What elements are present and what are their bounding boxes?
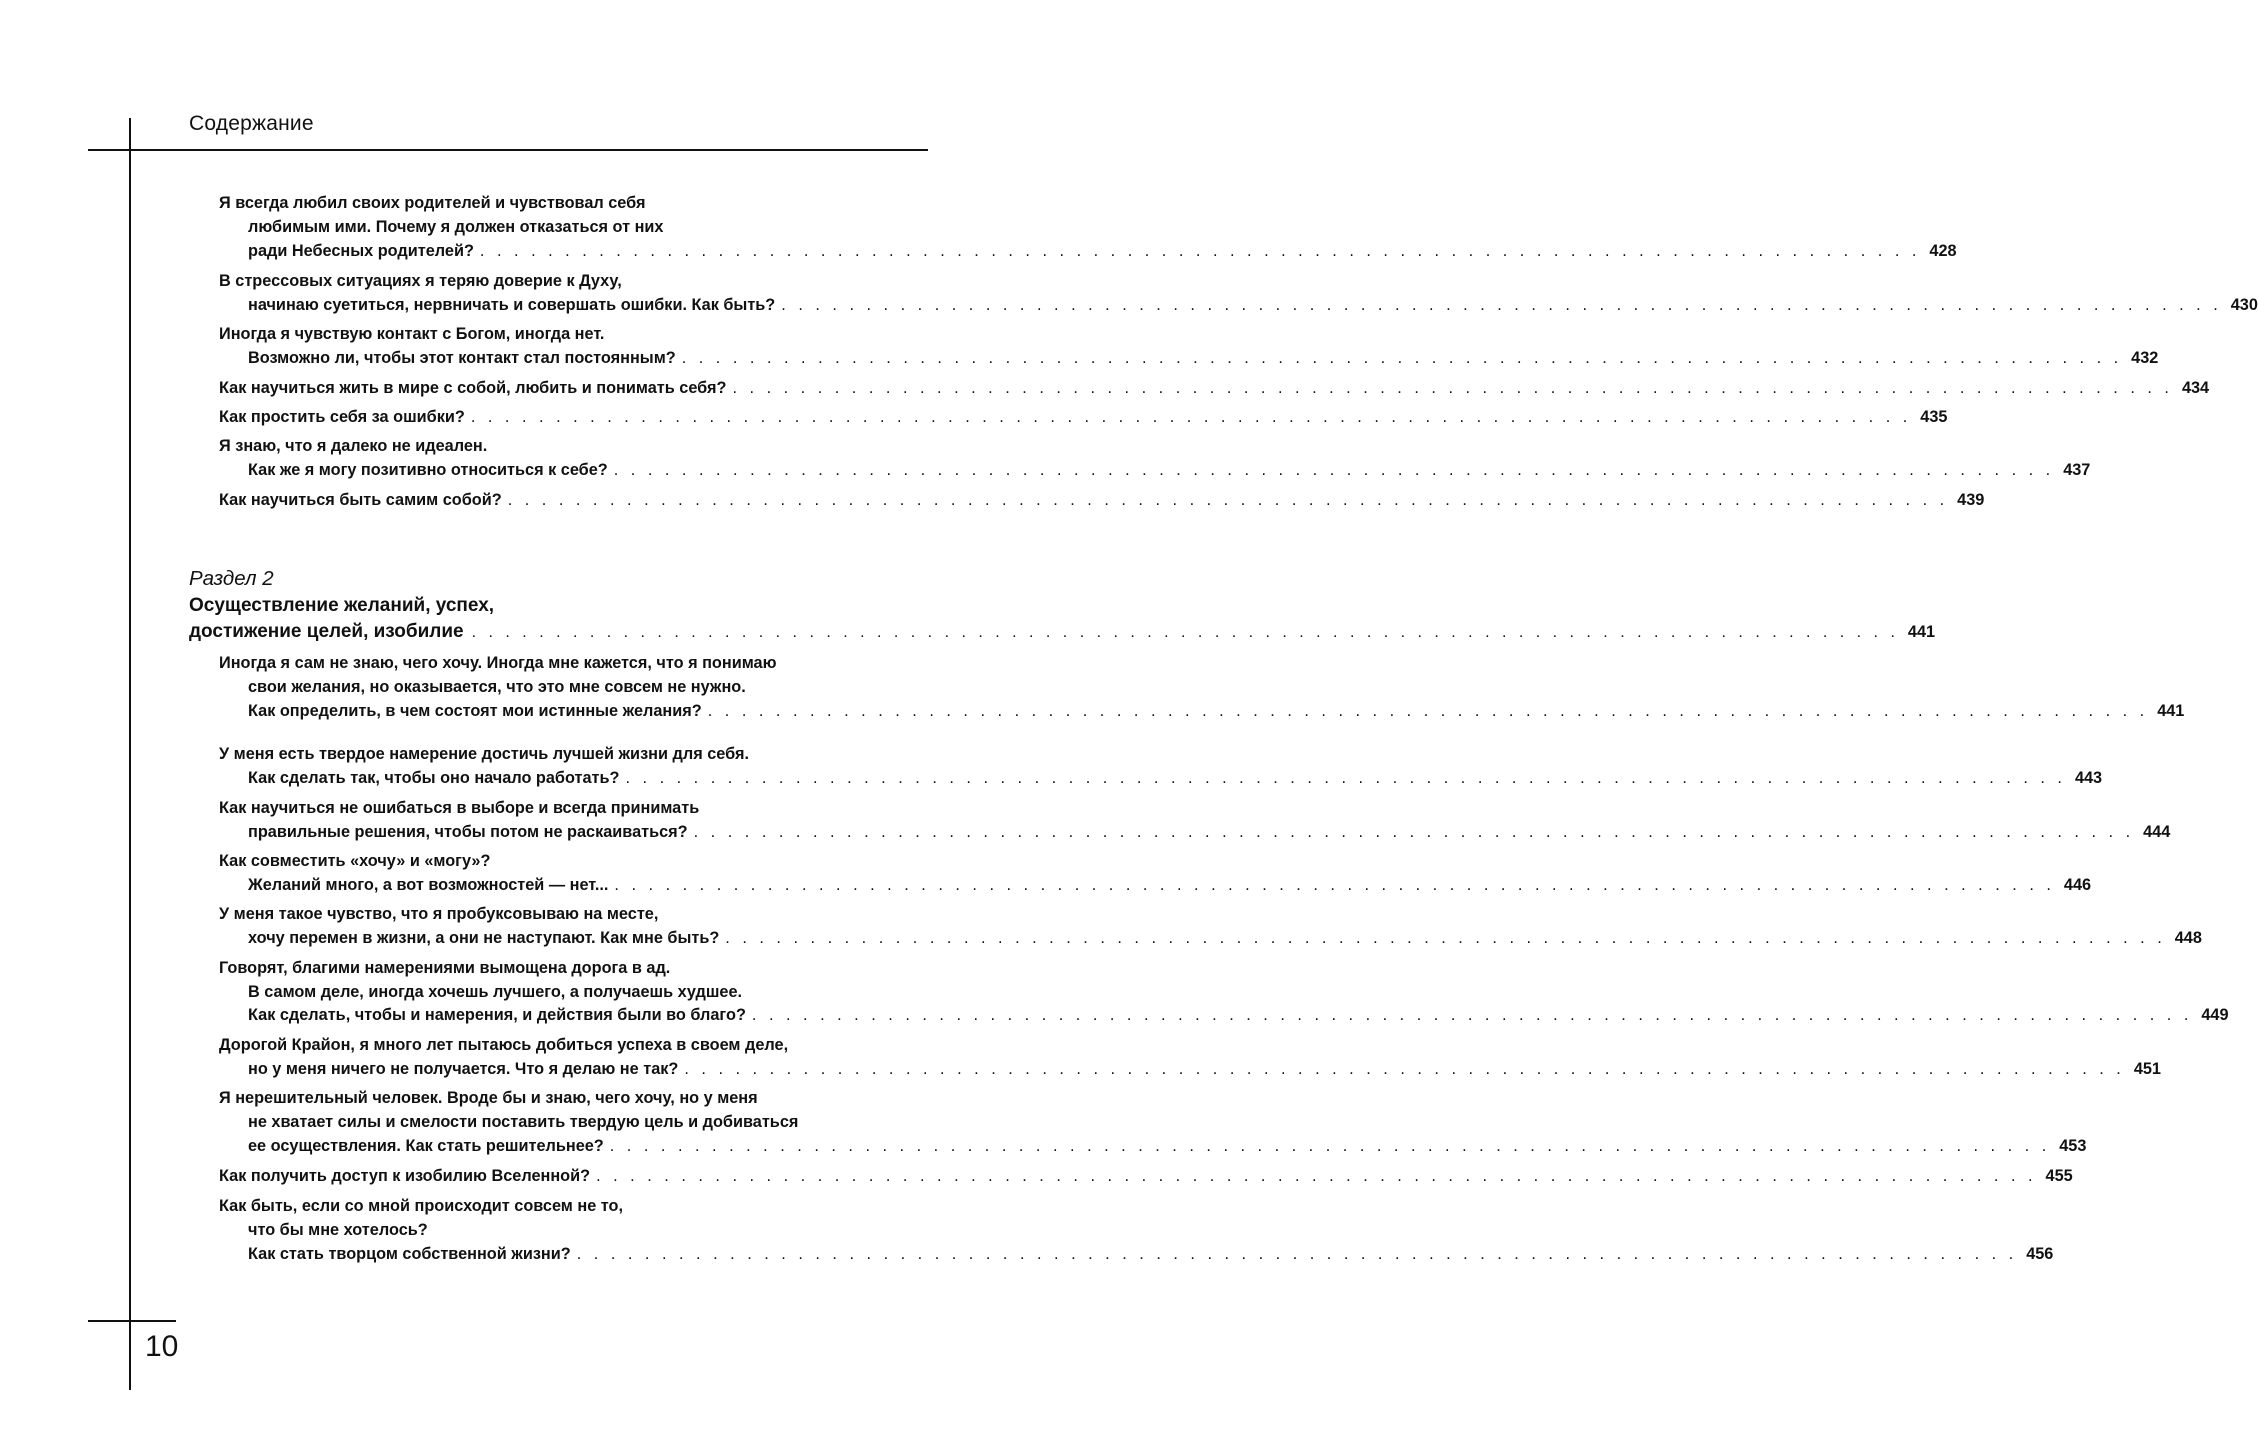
footer-rule — [88, 1320, 176, 1322]
toc-entry-text: Я всегда любил своих родителей и чувствовал себя — [219, 194, 646, 212]
toc-line — [219, 849, 879, 873]
toc-entry-text: не хватает силы и смелости поставить твердую цель и добиваться — [248, 1113, 799, 1131]
toc-entry-text: любимым ими. Почему я должен отказаться от них — [248, 218, 664, 236]
toc-entry-text: начинаю суетиться, нервничать и совершать ошибки. Как быть? — [248, 296, 776, 314]
toc-entry-text: свои желания, но оказывается, что это мне совсем не нужно. — [248, 678, 746, 696]
running-head: Содержание — [189, 112, 314, 135]
toc-line — [219, 405, 1948, 429]
toc-line — [219, 269, 879, 293]
toc-entry-text: У меня такое чувство, что я пробуксовываю на месте, — [219, 905, 659, 923]
toc-line — [219, 488, 1985, 512]
toc-page-number: 456 — [2026, 1245, 2054, 1263]
toc-page-number: 435 — [1920, 408, 1948, 426]
toc-line — [248, 1057, 2161, 1081]
section-title — [189, 619, 1936, 645]
header-rule — [88, 149, 928, 151]
leader-dots: . . . . . . . . . . . . . . . . . . . . . . . . . . . . . . . . . . . . . . . . . . . . . . . . . . . . . . . . . . . . . . . . . . . . . . . . . . . . . . . . . . . . . — [576, 1245, 2018, 1263]
toc-page-number: 437 — [2063, 461, 2091, 479]
toc-line — [219, 902, 879, 926]
toc-entry-text: Говорят, благими намерениями вымощена дорога в ад. — [219, 959, 671, 977]
leader-dots: . . . . . . . . . . . . . . . . . . . . . . . . . . . . . . . . . . . . . . . . . . . . . . . . . . . . . . . . . . . . . . . . . . . . . . . . . . . . . . . . . . . . . — [725, 929, 2166, 947]
toc-line — [248, 980, 879, 1004]
section-label: Раздел 2 — [189, 567, 274, 590]
toc-line — [248, 1110, 879, 1134]
toc-page-number: 453 — [2059, 1137, 2087, 1155]
leader-dots: . . . . . . . . . . . . . . . . . . . . . . . . . . . . . . . . . . . . . . . . . . . . . . . . . . . . . . . . . . . . . . . . . . . . . . . . . . . . . . . . . . . . . — [707, 702, 2149, 720]
toc-line — [248, 215, 879, 239]
toc-line — [248, 458, 2091, 482]
toc-entry-text: Как же я могу позитивно относиться к себе? — [248, 461, 608, 479]
vertical-rule — [129, 118, 131, 1390]
toc-page-number: 451 — [2133, 1060, 2161, 1078]
toc-entry-text: Как получить доступ к изобилию Вселенной? — [219, 1167, 591, 1185]
toc-page-number: 448 — [2174, 929, 2202, 947]
toc-entry-text: Как простить себя за ошибки? — [219, 408, 465, 426]
toc-line — [248, 239, 1957, 263]
toc-page-number: 432 — [2131, 349, 2159, 367]
toc-line — [219, 376, 2210, 400]
toc-entry-text: Как определить, в чем состоят мои истинные желания? — [248, 702, 702, 720]
toc-entry-text: Возможно ли, чтобы этот контакт стал постоянным? — [248, 349, 676, 367]
leader-dots: . . . . . . . . . . . . . . . . . . . . . . . . . . . . . . . . . . . . . . . . . . . . . . . . . . . . . . . . . . . . . . . . . . . . . . . . . . . . . . . . . . . . . — [732, 379, 2173, 397]
toc-entry-text: Желаний много, а вот возможностей — нет... — [248, 876, 609, 894]
leader-dots: . . . . . . . . . . . . . . . . . . . . . . . . . . . . . . . . . . . . . . . . . . . . . . . . . . . . . . . . . . . . . . . . . . . . . . . . . . . . . . . . . . . . . — [781, 296, 2222, 314]
toc-line — [248, 293, 2258, 317]
toc-page-number: 441 — [2157, 702, 2185, 720]
toc-entry-text: Как научиться не ошибаться в выборе и всегда принимать — [219, 799, 700, 817]
toc-line — [219, 956, 879, 980]
toc-entry-text: ради Небесных родителей? — [248, 242, 474, 260]
section-title-line: Осуществление желаний, успех, — [189, 595, 495, 616]
page-number: 10 — [145, 1330, 179, 1363]
toc-page-number: 428 — [1929, 242, 1957, 260]
toc-line — [219, 1086, 879, 1110]
toc-entry-text: В стрессовых ситуациях я теряю доверие к Духу, — [219, 272, 622, 290]
toc-entry-text: Я нерешительный человек. Вроде бы и знаю, чего хочу, но у меня — [219, 1089, 758, 1107]
leader-dots: . . . . . . . . . . . . . . . . . . . . . . . . . . . . . . . . . . . . . . . . . . . . . . . . . . . . . . . . . . . . . . . . . . . . . . . . . . . . . . . . . . . . . — [596, 1167, 2037, 1185]
leader-dots: . . . . . . . . . . . . . . . . . . . . . . . . . . . . . . . . . . . . . . . . . . . . . . . . . . . . . . . . . . . . . . . . . . . . . . . . . . . . . . . . . . . . . — [470, 408, 1912, 426]
leader-dots: . . . . . . . . . . . . . . . . . . . . . . . . . . . . . . . . . . . . . . . . . . . . . . . . . . . . . . . . . . . . . . . . . . . . . . . . . . . . . . . . . . . . . — [751, 1006, 2193, 1024]
toc-line — [248, 1003, 2229, 1027]
toc-entry-text: Как совместить «хочу» и «могу»? — [219, 852, 491, 870]
toc-page-number: 446 — [2063, 876, 2092, 894]
toc-line — [248, 766, 2103, 790]
toc-line — [248, 1218, 879, 1242]
section-title — [189, 593, 879, 619]
toc-entry-text: В самом деле, иногда хочешь лучшего, а получаешь худшее. — [248, 983, 743, 1001]
toc-page-number: 444 — [2143, 823, 2171, 841]
toc-entry-text: Иногда я чувствую контакт с Богом, иногда нет. — [219, 325, 605, 343]
toc-line — [219, 796, 879, 820]
toc-entry-text: Иногда я сам не знаю, чего хочу. Иногда мне кажется, что я понимаю — [219, 654, 777, 672]
toc-page-number: 455 — [2045, 1167, 2073, 1185]
toc-line — [248, 926, 2202, 950]
toc-line — [248, 1134, 2087, 1158]
toc-line — [248, 699, 2185, 723]
toc-entry-text: Как сделать, чтобы и намерения, и действия были во благо? — [248, 1006, 746, 1024]
toc-line — [219, 1033, 879, 1057]
toc-page-number: 443 — [2074, 769, 2103, 787]
toc-line — [248, 675, 879, 699]
toc-entry-text: Как научиться жить в мире с собой, любить и понимать себя? — [219, 379, 727, 397]
toc-page-number: 439 — [1957, 491, 1985, 509]
toc-line — [219, 1164, 2073, 1188]
toc-page-number: 449 — [2201, 1006, 2229, 1024]
toc-line — [248, 873, 2092, 897]
toc-page-number: 434 — [2181, 379, 2210, 397]
toc-entry-text: Я знаю, что я далеко не идеален. — [219, 437, 488, 455]
leader-dots: . . . . . . . . . . . . . . . . . . . . . . . . . . . . . . . . . . . . . . . . . . . . . . . . . . . . . . . . . . . . . . . . . . . . . . . . . . . . . . . . . . . . . — [479, 242, 1921, 260]
toc-line — [219, 191, 879, 215]
toc-entry-text: что бы мне хотелось? — [248, 1221, 428, 1239]
toc-line — [219, 434, 879, 458]
toc-line — [248, 820, 2171, 844]
toc-entry-text: Как сделать так, чтобы оно начало работать? — [248, 769, 620, 787]
toc-entry-text: хочу перемен в жизни, а они не наступают. Как мне быть? — [248, 929, 720, 947]
toc-line — [219, 651, 879, 675]
section-title-line: достижение целей, изобилие — [189, 621, 464, 642]
toc-line — [248, 1242, 2054, 1266]
section-page-number: 441 — [1907, 623, 1936, 641]
leader-dots: . . . . . . . . . . . . . . . . . . . . . . . . . . . . . . . . . . . . . . . . . . . . . . . . . . . . . . . . . . . . . . . . . . . . . . . . . . . . . . . . . . . . . — [609, 1137, 2051, 1155]
toc-line — [219, 322, 879, 346]
toc-entry-text: правильные решения, чтобы потом не раскаиваться? — [248, 823, 688, 841]
leader-dots: . . . . . . . . . . . . . . . . . . . . . . . . . . . . . . . . . . . . . . . . . . . . . . . . . . . . . . . . . . . . . . . . . . . . . . . . . . . . . . . . . . . . . — [507, 491, 1949, 509]
toc-entry-text: Как стать творцом собственной жизни? — [248, 1245, 571, 1263]
leader-dots: . . . . . . . . . . . . . . . . . . . . . . . . . . . . . . . . . . . . . . . . . . . . . . . . . . . . . . . . . . . . . . . . . . . . . . . . . . . . . . . . . . . . . — [693, 823, 2135, 841]
toc-page-number: 430 — [2230, 296, 2258, 314]
toc-entry-text: ее осуществления. Как стать решительнее? — [248, 1137, 604, 1155]
toc-line — [248, 346, 2159, 370]
toc-entry-text: У меня есть твердое намерение достичь лучшей жизни для себя. — [219, 745, 749, 763]
toc-line — [219, 742, 879, 766]
toc-entry-text: Как научиться быть самим собой? — [219, 491, 502, 509]
toc-entry-text: Как быть, если со мной происходит совсем не то, — [219, 1197, 624, 1215]
leader-dots: . . . . . . . . . . . . . . . . . . . . . . . . . . . . . . . . . . . . . . . . . . . . . . . . . . . . . . . . . . . . . . . . . . . . . . . . . . . . . . . . . . . . . — [681, 349, 2123, 367]
leader-dots: . . . . . . . . . . . . . . . . . . . . . . . . . . . . . . . . . . . . . . . . . . . . . . . . . . . . . . . . . . . . . . . . . . . . . . . . . . . . . . . . . . . . . — [471, 624, 1899, 641]
leader-dots: . . . . . . . . . . . . . . . . . . . . . . . . . . . . . . . . . . . . . . . . . . . . . . . . . . . . . . . . . . . . . . . . . . . . . . . . . . . . . . . . . . . . . — [613, 461, 2055, 479]
toc-entry-text: Дорогой Крайон, я много лет пытаюсь добиться успеха в своем деле, — [219, 1036, 789, 1054]
toc-line — [219, 1194, 879, 1218]
leader-dots: . . . . . . . . . . . . . . . . . . . . . . . . . . . . . . . . . . . . . . . . . . . . . . . . . . . . . . . . . . . . . . . . . . . . . . . . . . . . . . . . . . . . . — [625, 769, 2066, 787]
leader-dots: . . . . . . . . . . . . . . . . . . . . . . . . . . . . . . . . . . . . . . . . . . . . . . . . . . . . . . . . . . . . . . . . . . . . . . . . . . . . . . . . . . . . . — [684, 1060, 2125, 1078]
leader-dots: . . . . . . . . . . . . . . . . . . . . . . . . . . . . . . . . . . . . . . . . . . . . . . . . . . . . . . . . . . . . . . . . . . . . . . . . . . . . . . . . . . . . . — [614, 876, 2055, 894]
toc-entry-text: но у меня ничего не получается. Что я делаю не так? — [248, 1060, 679, 1078]
